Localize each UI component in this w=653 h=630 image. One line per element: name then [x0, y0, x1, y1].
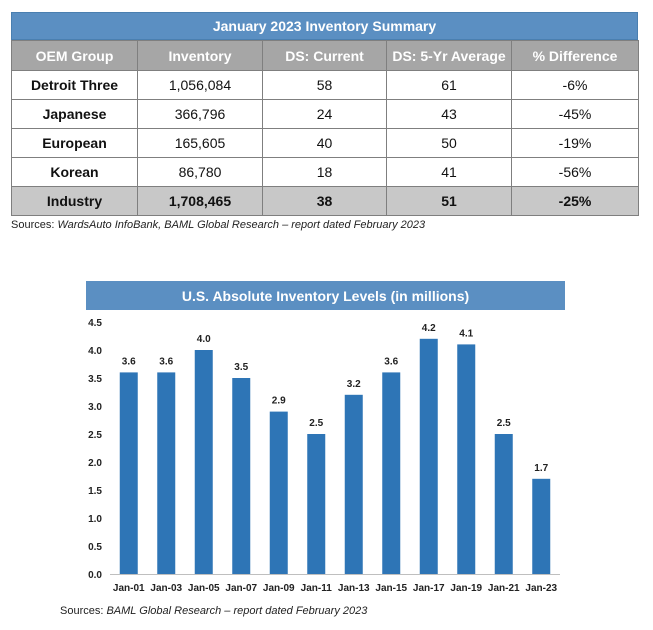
- y-tick-label: 3.0: [88, 402, 102, 413]
- x-tick-label: Jan-19: [450, 583, 483, 594]
- chart-source-note: [60, 605, 367, 617]
- header-inventory: Inventory: [138, 41, 263, 71]
- bar-value-label: 3.6: [384, 356, 399, 368]
- bar: [157, 372, 175, 574]
- bar: [345, 395, 363, 574]
- bar: [120, 372, 138, 574]
- cell-inventory: 1,056,084: [138, 71, 263, 100]
- cell-pct-diff: -19%: [512, 129, 639, 158]
- y-tick-label: 4.0: [88, 346, 102, 357]
- cell-ds-current: 18: [263, 158, 387, 187]
- bar-value-label: 4.0: [196, 334, 211, 345]
- bar: [270, 412, 288, 574]
- cell-ds-5yr: 41: [387, 158, 512, 187]
- bar: [420, 339, 438, 574]
- cell-total-label: Industry: [12, 187, 138, 216]
- cell-ds-5yr: 61: [387, 71, 512, 100]
- header-pct-difference: % Difference: [512, 41, 639, 71]
- x-tick-label: Jan-03: [150, 583, 183, 594]
- bar: [382, 372, 400, 574]
- y-tick-label: 1.0: [88, 514, 102, 525]
- cell-ds-current: 40: [263, 129, 387, 158]
- bar-value-label: 2.9: [271, 395, 286, 407]
- bar: [232, 378, 250, 574]
- x-tick-label: Jan-11: [300, 583, 332, 594]
- y-tick-label: 2.0: [88, 458, 102, 469]
- x-tick-label: Jan-05: [187, 583, 220, 594]
- x-tick-label: Jan-01: [112, 583, 145, 594]
- cell-ds-5yr: 50: [387, 129, 512, 158]
- cell-total-pct-diff: -25%: [512, 187, 639, 216]
- cell-oem: Detroit Three: [12, 71, 138, 100]
- cell-pct-diff: -56%: [512, 158, 639, 187]
- table-source-prefix: Sources:: [11, 219, 58, 231]
- table-source-text: WardsAuto InfoBank, BAML Global Research – report dated February 2023: [57, 219, 426, 231]
- x-tick-label: Jan-23: [525, 583, 558, 594]
- chart-source-prefix: Sources:: [60, 605, 107, 617]
- bar-value-label: 4.1: [459, 328, 474, 340]
- x-tick-label: Jan-21: [487, 583, 520, 594]
- cell-inventory: 86,780: [138, 158, 263, 187]
- bar: [307, 434, 325, 574]
- bar: [532, 479, 550, 574]
- y-tick-label: 1.5: [88, 486, 102, 497]
- bar: [195, 350, 213, 574]
- cell-pct-diff: -6%: [512, 71, 639, 100]
- cell-total-ds-5yr: 51: [387, 187, 512, 216]
- bar-value-label: 4.2: [421, 322, 436, 334]
- cell-ds-current: 24: [263, 100, 387, 129]
- bar-value-label: 2.5: [496, 418, 511, 429]
- cell-total-inventory: 1,708,465: [138, 187, 263, 216]
- y-tick-label: 2.5: [88, 430, 102, 441]
- bar: [495, 434, 513, 574]
- cell-ds-5yr: 43: [387, 100, 512, 129]
- cell-oem: European: [12, 129, 138, 158]
- cell-oem: Japanese: [12, 100, 138, 129]
- cell-pct-diff: -45%: [512, 100, 639, 129]
- bar-value-label: 3.5: [234, 362, 249, 373]
- cell-inventory: 366,796: [138, 100, 263, 129]
- x-tick-label: Jan-07: [225, 583, 258, 594]
- x-tick-label: Jan-09: [262, 583, 295, 594]
- header-ds-5yr-average: DS: 5-Yr Average: [387, 41, 512, 71]
- header-ds-current: DS: Current: [263, 41, 387, 71]
- bar-value-label: 3.6: [159, 356, 174, 368]
- cell-inventory: 165,605: [138, 129, 263, 158]
- header-oem-group: OEM Group: [12, 41, 138, 71]
- bar-value-label: 2.5: [309, 418, 324, 429]
- chart-source-text: BAML Global Research – report dated February 2023: [106, 605, 368, 617]
- cell-ds-current: 58: [263, 71, 387, 100]
- cell-total-ds-current: 38: [263, 187, 387, 216]
- cell-oem: Korean: [12, 158, 138, 187]
- x-tick-label: Jan-17: [412, 583, 445, 594]
- y-tick-label: 4.5: [88, 318, 102, 329]
- y-tick-label: 0.0: [88, 570, 102, 581]
- bar-value-label: 3.6: [121, 356, 136, 368]
- chart-title: U.S. Absolute Inventory Levels (in millions): [86, 281, 565, 310]
- table-title: January 2023 Inventory Summary: [11, 12, 638, 40]
- y-tick-label: 3.5: [88, 374, 102, 385]
- x-tick-label: Jan-13: [337, 583, 370, 594]
- x-tick-label: Jan-15: [375, 583, 408, 594]
- y-tick-label: 0.5: [88, 542, 102, 553]
- bar-value-label: 1.7: [534, 462, 549, 474]
- bar: [457, 344, 475, 574]
- bar-value-label: 3.2: [346, 378, 361, 390]
